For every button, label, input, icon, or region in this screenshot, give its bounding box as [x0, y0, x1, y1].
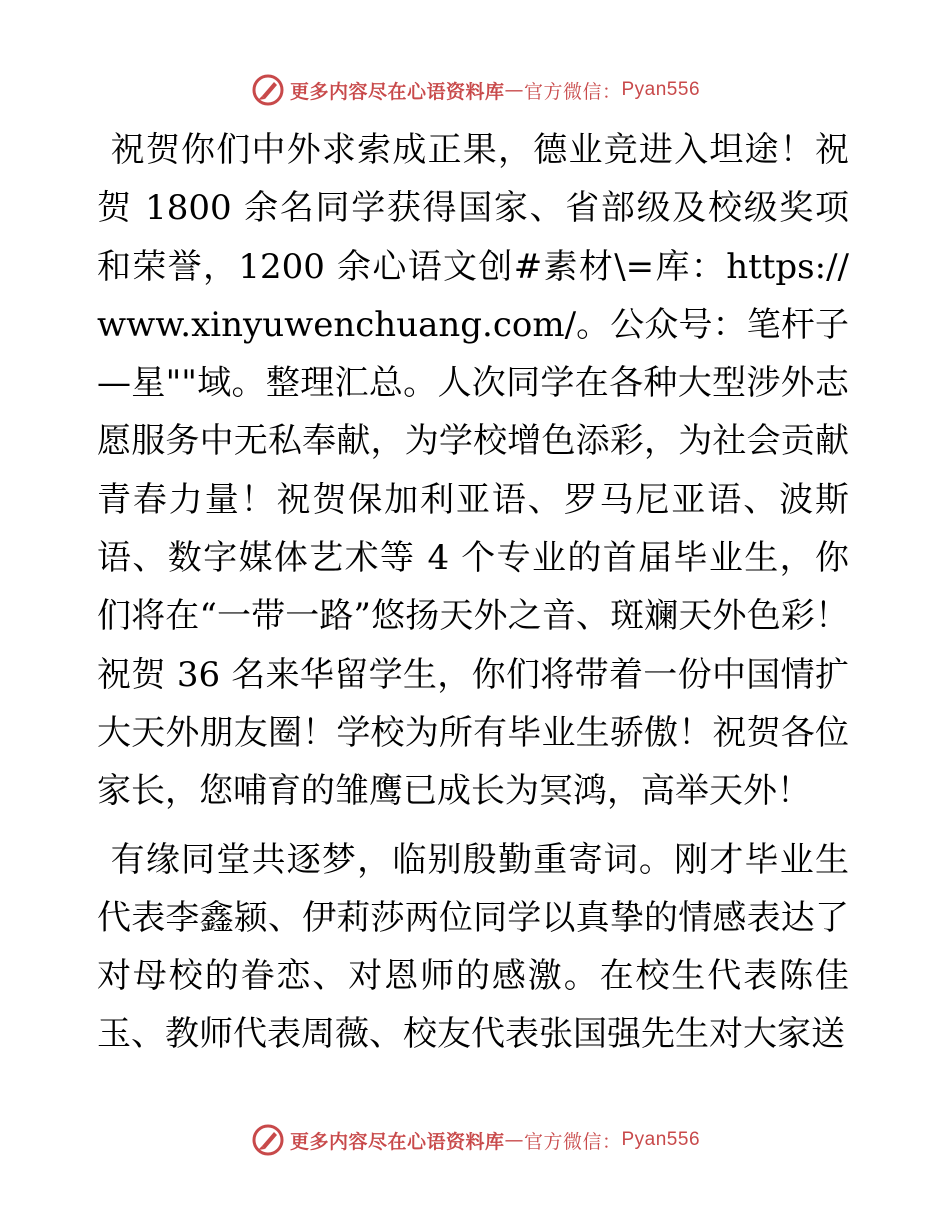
- watermark-sub-text: 官方微信：: [523, 80, 622, 103]
- footer-watermark: [0, 1120, 950, 1160]
- logo-icon: [250, 1122, 286, 1158]
- logo-icon: [250, 72, 286, 108]
- paragraph-congratulations: 祝贺你们中外求索成正果，德业竞进入坦途！祝贺 1800 余名同学获得国家、省部级及校级奖项和荣誉，1200 余心语文创#素材\=库：https://www.xinyuwenchuang.com/。公众号：笔杆子—星""域。整理汇总。人次同学在各种大型涉外志愿服务中无私奉献，为学校增色添彩，为社会贡献青春力量！祝贺保加利亚语、罗马尼亚语、波斯语、数字媒体艺术等 4 个专业的首届毕业生，你们将在“一带一路”悠扬天外之音、斑斓天外色彩！祝贺 36 名来华留学生，你们将带着一份中国情扩大天外朋友圈！学校为所有毕业生骄傲！祝贺各位家长，您哺育的雏鹰已成长为冥鸿，高举天外！: [97, 130, 849, 812]
- watermark-handle: Pyan556: [621, 79, 701, 100]
- document-body: [97, 121, 849, 1064]
- watermark-sub-text: 官方微信：: [523, 1130, 622, 1153]
- paragraph-farewell: 有缘同堂共逐梦，临别殷勤重寄词。刚才毕业生代表李鑫颍、伊莉莎两位同学以真挚的情感表达了对母校的眷恋、对恩师的感激。在校生代表陈佳玉、教师代表周薇、校友代表张国强先生对大家送: [97, 839, 849, 1055]
- watermark-separator: —: [504, 79, 524, 101]
- watermark-main-text: 更多内容尽在心语资料库: [289, 1130, 505, 1153]
- watermark-handle: Pyan556: [621, 1129, 701, 1150]
- header-watermark: [0, 70, 950, 110]
- watermark-main-text: 更多内容尽在心语资料库: [289, 80, 505, 103]
- watermark-separator: —: [504, 1129, 524, 1151]
